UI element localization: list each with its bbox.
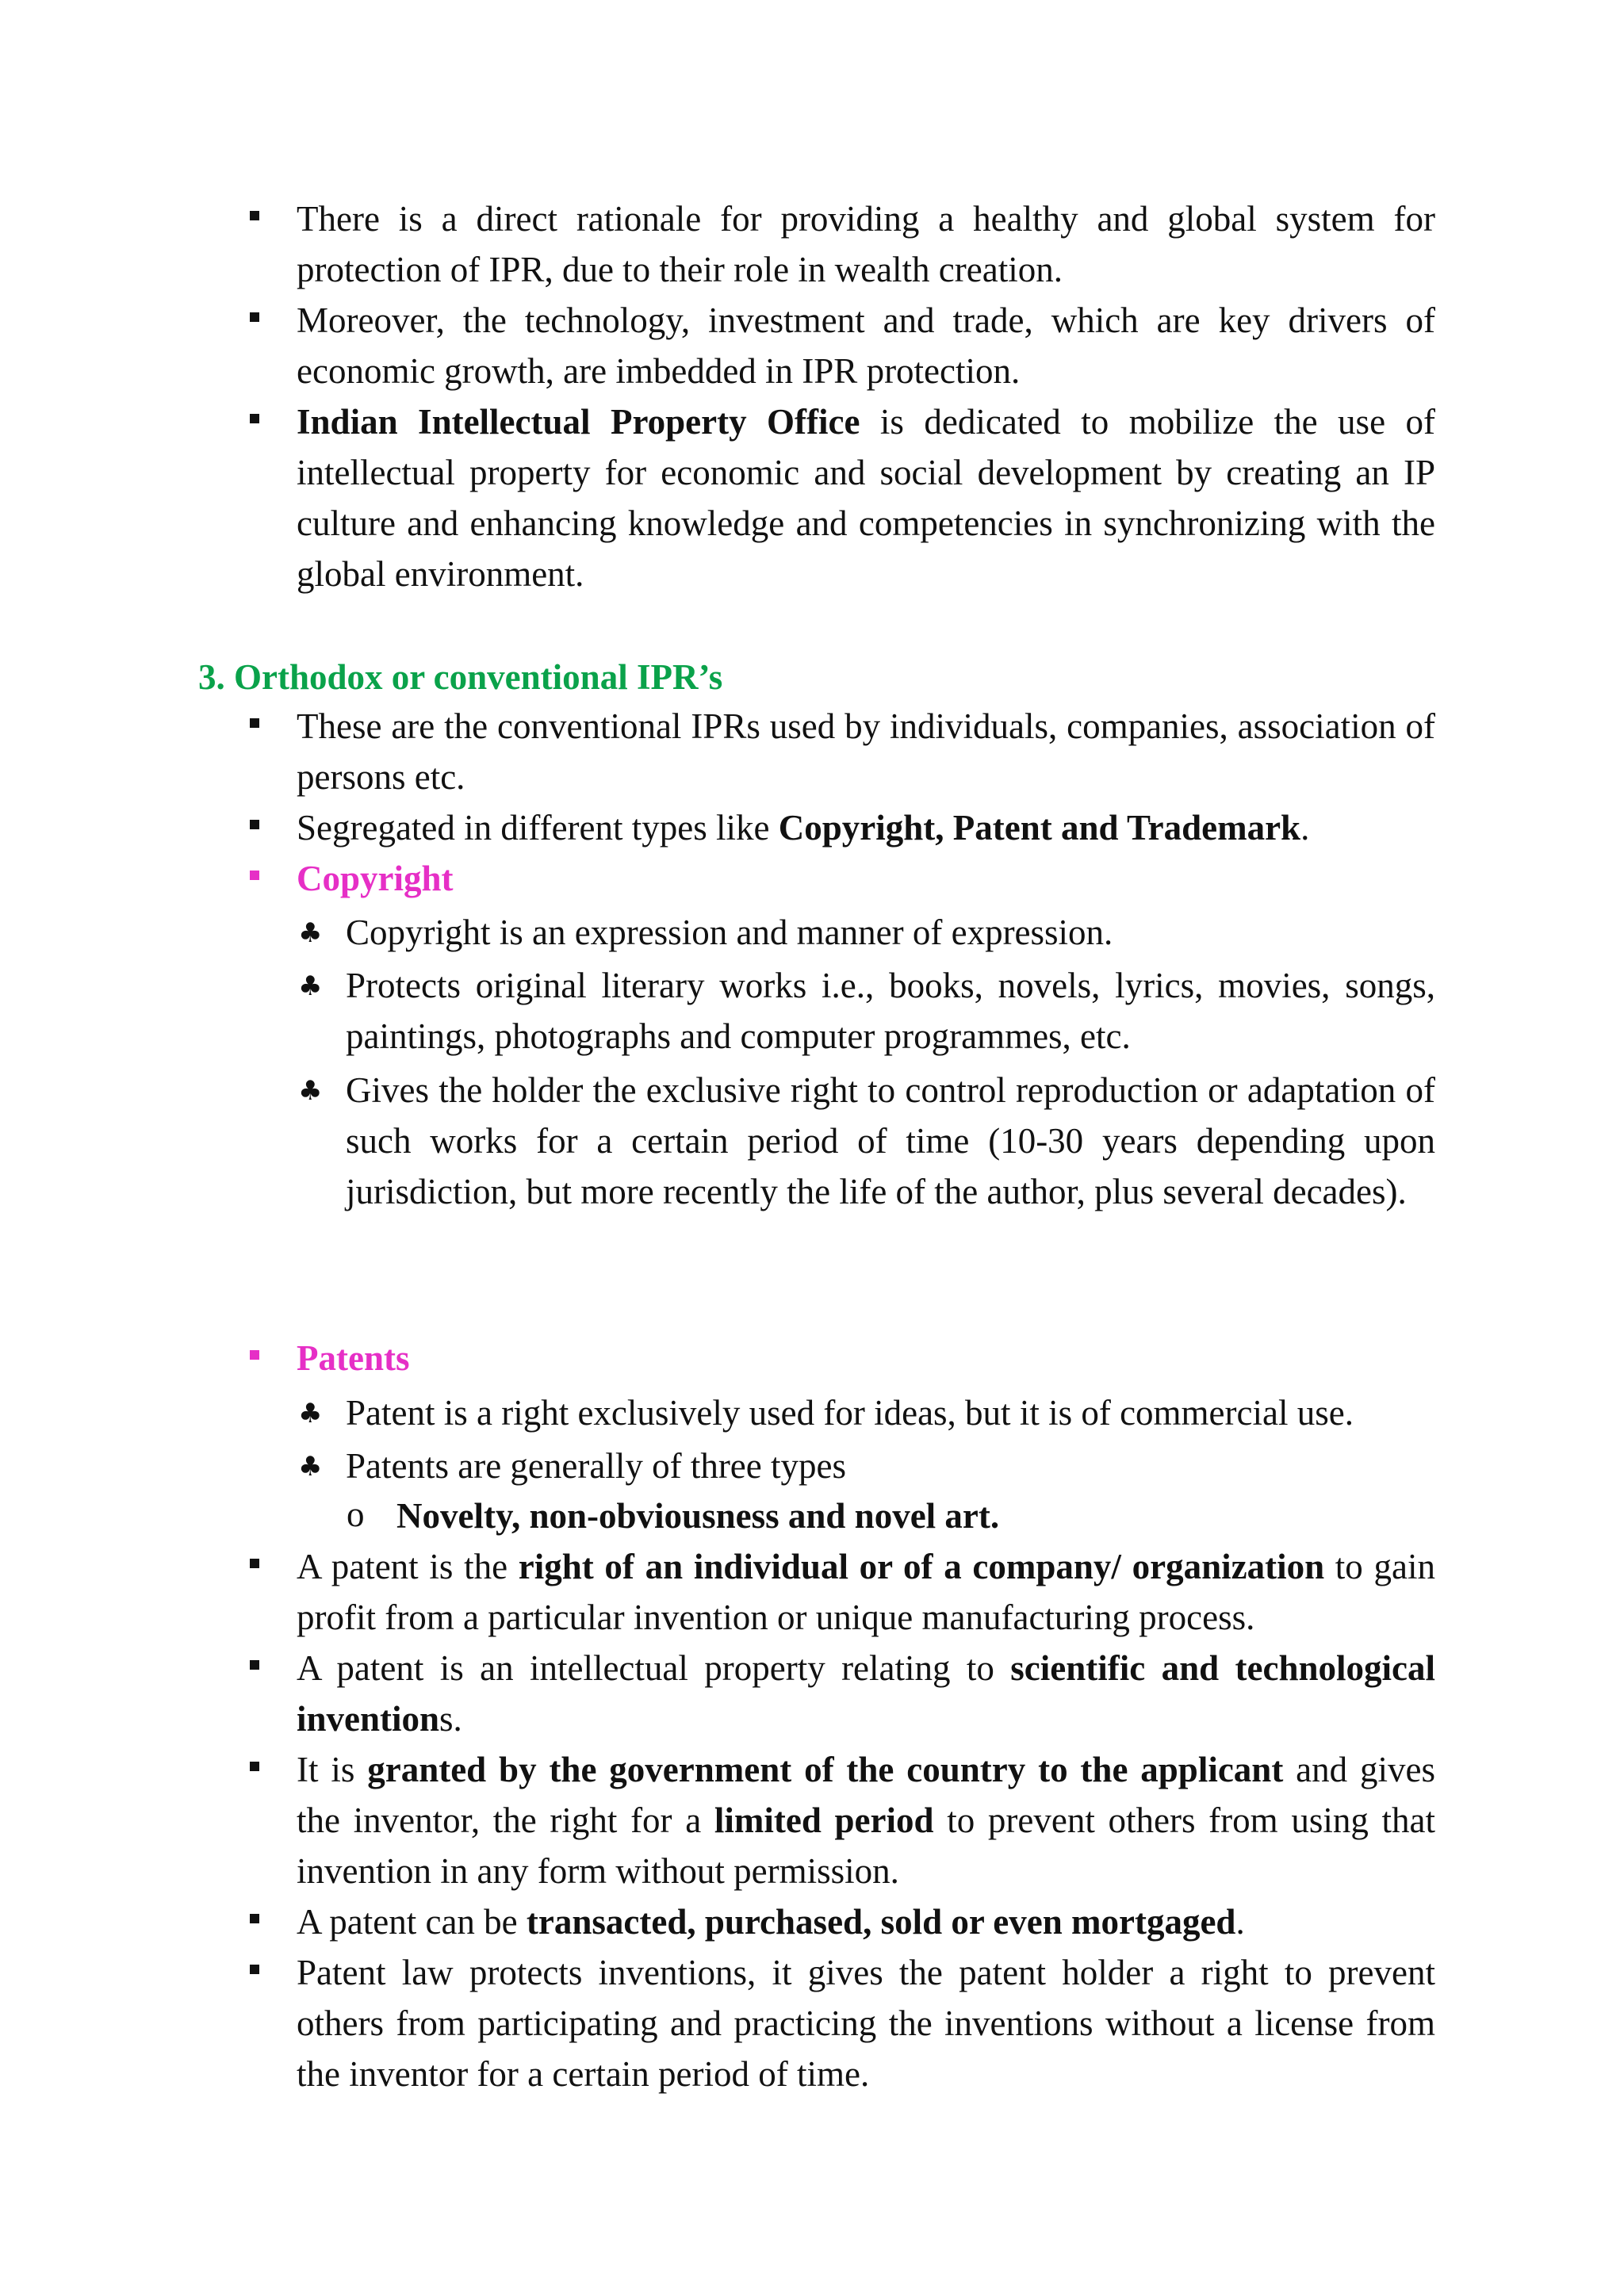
text-run: These are the conventional IPRs used by individuals, companies, association of persons etc. — [297, 706, 1435, 797]
square-bullet-icon — [250, 1965, 259, 1974]
text-run: Patents are generally of three types — [346, 1446, 846, 1486]
sub-bullet-paragraph — [346, 1387, 1435, 1438]
text-run: A patent is the — [297, 1547, 519, 1586]
text-run: There is a direct rationale for providing a healthy and global system for protection of IPR, due to their role in wealth creation. — [297, 199, 1435, 289]
sub-bullet-paragraph — [346, 960, 1435, 1062]
bold-text: Copyright, Patent and Trademark — [778, 808, 1301, 848]
text-run: Patent law protects inventions, it gives the patent holder a right to prevent others from participating and practicing the inventions without a license from the inventor for a certain period of time. — [297, 1953, 1435, 2094]
square-bullet-icon — [250, 414, 259, 423]
square-bullet-icon — [250, 871, 259, 880]
bullet-paragraph — [297, 295, 1435, 396]
text-run: Segregated in different types like — [297, 808, 779, 848]
text-run: . — [1300, 808, 1310, 848]
text-run: is dedicated to mobilize the use of intellectual property for economic and social development by creating an IP culture and enhancing knowledge and competencies in synchronizing with the global environment. — [297, 402, 1435, 594]
bullet-paragraph — [297, 1744, 1435, 1896]
club-bullet-icon: ♣ — [298, 1075, 323, 1107]
bullet-paragraph — [297, 802, 1435, 853]
text-run: Protects original literary works i.e., books, novels, lyrics, movies, songs, paintings, photographs and computer programmes, etc. — [346, 966, 1435, 1056]
bold-text: granted by the government of the country to the applicant — [367, 1750, 1284, 1789]
square-bullet-icon — [250, 1350, 259, 1360]
square-bullet-icon — [250, 718, 259, 728]
sub-bullet-paragraph — [346, 1065, 1435, 1217]
sub-bullet-paragraph — [346, 1441, 1435, 1491]
text-run: A patent is an intellectual property relating to — [297, 1648, 1011, 1688]
bullet-paragraph — [297, 193, 1435, 295]
text-run: s. — [439, 1699, 462, 1739]
club-bullet-icon: ♣ — [298, 1398, 323, 1429]
text-run: to gain profit from a particular invention or unique manufacturing process. — [297, 1547, 1435, 1637]
text-run: to prevent others from using that invention in any form without permission. — [297, 1800, 1435, 1891]
text-run: and gives the inventor, the right for a — [297, 1750, 1435, 1840]
text-run: It is — [297, 1750, 368, 1789]
bold-text: right of an individual or of a company/ organization — [518, 1547, 1325, 1586]
sub-sub-bullet-paragraph — [396, 1490, 1435, 1541]
square-bullet-icon — [250, 1914, 259, 1923]
bold-text: Novelty, non-obviousness and novel art. — [396, 1496, 1000, 1536]
square-bullet-icon — [250, 1660, 259, 1670]
section-heading: 3. Orthodox or conventional IPR’s — [198, 657, 723, 697]
bold-text: limited period — [714, 1800, 934, 1840]
club-bullet-icon: ♣ — [298, 1451, 323, 1483]
circle-bullet-icon: o — [347, 1494, 365, 1534]
bullet-paragraph — [297, 1896, 1435, 1947]
copyright-subhead: Copyright — [297, 859, 454, 898]
text-run: . — [1235, 1902, 1245, 1942]
square-bullet-icon — [250, 211, 259, 220]
sub-bullet-paragraph — [346, 907, 1435, 958]
club-bullet-icon: ♣ — [298, 970, 323, 1002]
square-bullet-icon — [250, 1559, 259, 1568]
square-bullet-icon — [250, 312, 259, 322]
bold-text: Indian Intellectual Property Office — [297, 402, 860, 442]
square-bullet-icon — [250, 820, 259, 829]
bullet-paragraph — [297, 396, 1435, 599]
square-bullet-icon — [250, 1762, 259, 1771]
text-run: Copyright is an expression and manner of expression. — [346, 913, 1113, 952]
bold-text: scientific and technological invention — [297, 1648, 1435, 1739]
patents-subhead: Patents — [297, 1338, 410, 1378]
bullet-paragraph — [297, 1947, 1435, 2099]
text-run: Gives the holder the exclusive right to control reproduction or adaptation of such works for a certain period of time (10-30 years depending upon jurisdiction, but more recently the life of the author, plus several decades). — [346, 1070, 1435, 1211]
text-run: Patent is a right exclusively used for ideas, but it is of commercial use. — [346, 1393, 1354, 1433]
text-run: Moreover, the technology, investment and trade, which are key drivers of economic growth, are imbedded in IPR protection. — [297, 300, 1435, 391]
bullet-paragraph — [297, 701, 1435, 802]
bullet-paragraph — [297, 1643, 1435, 1744]
text-run: A patent can be — [297, 1902, 527, 1942]
club-bullet-icon: ♣ — [298, 917, 323, 949]
bold-text: transacted, purchased, sold or even mortgaged — [526, 1902, 1236, 1942]
bullet-paragraph — [297, 1541, 1435, 1643]
